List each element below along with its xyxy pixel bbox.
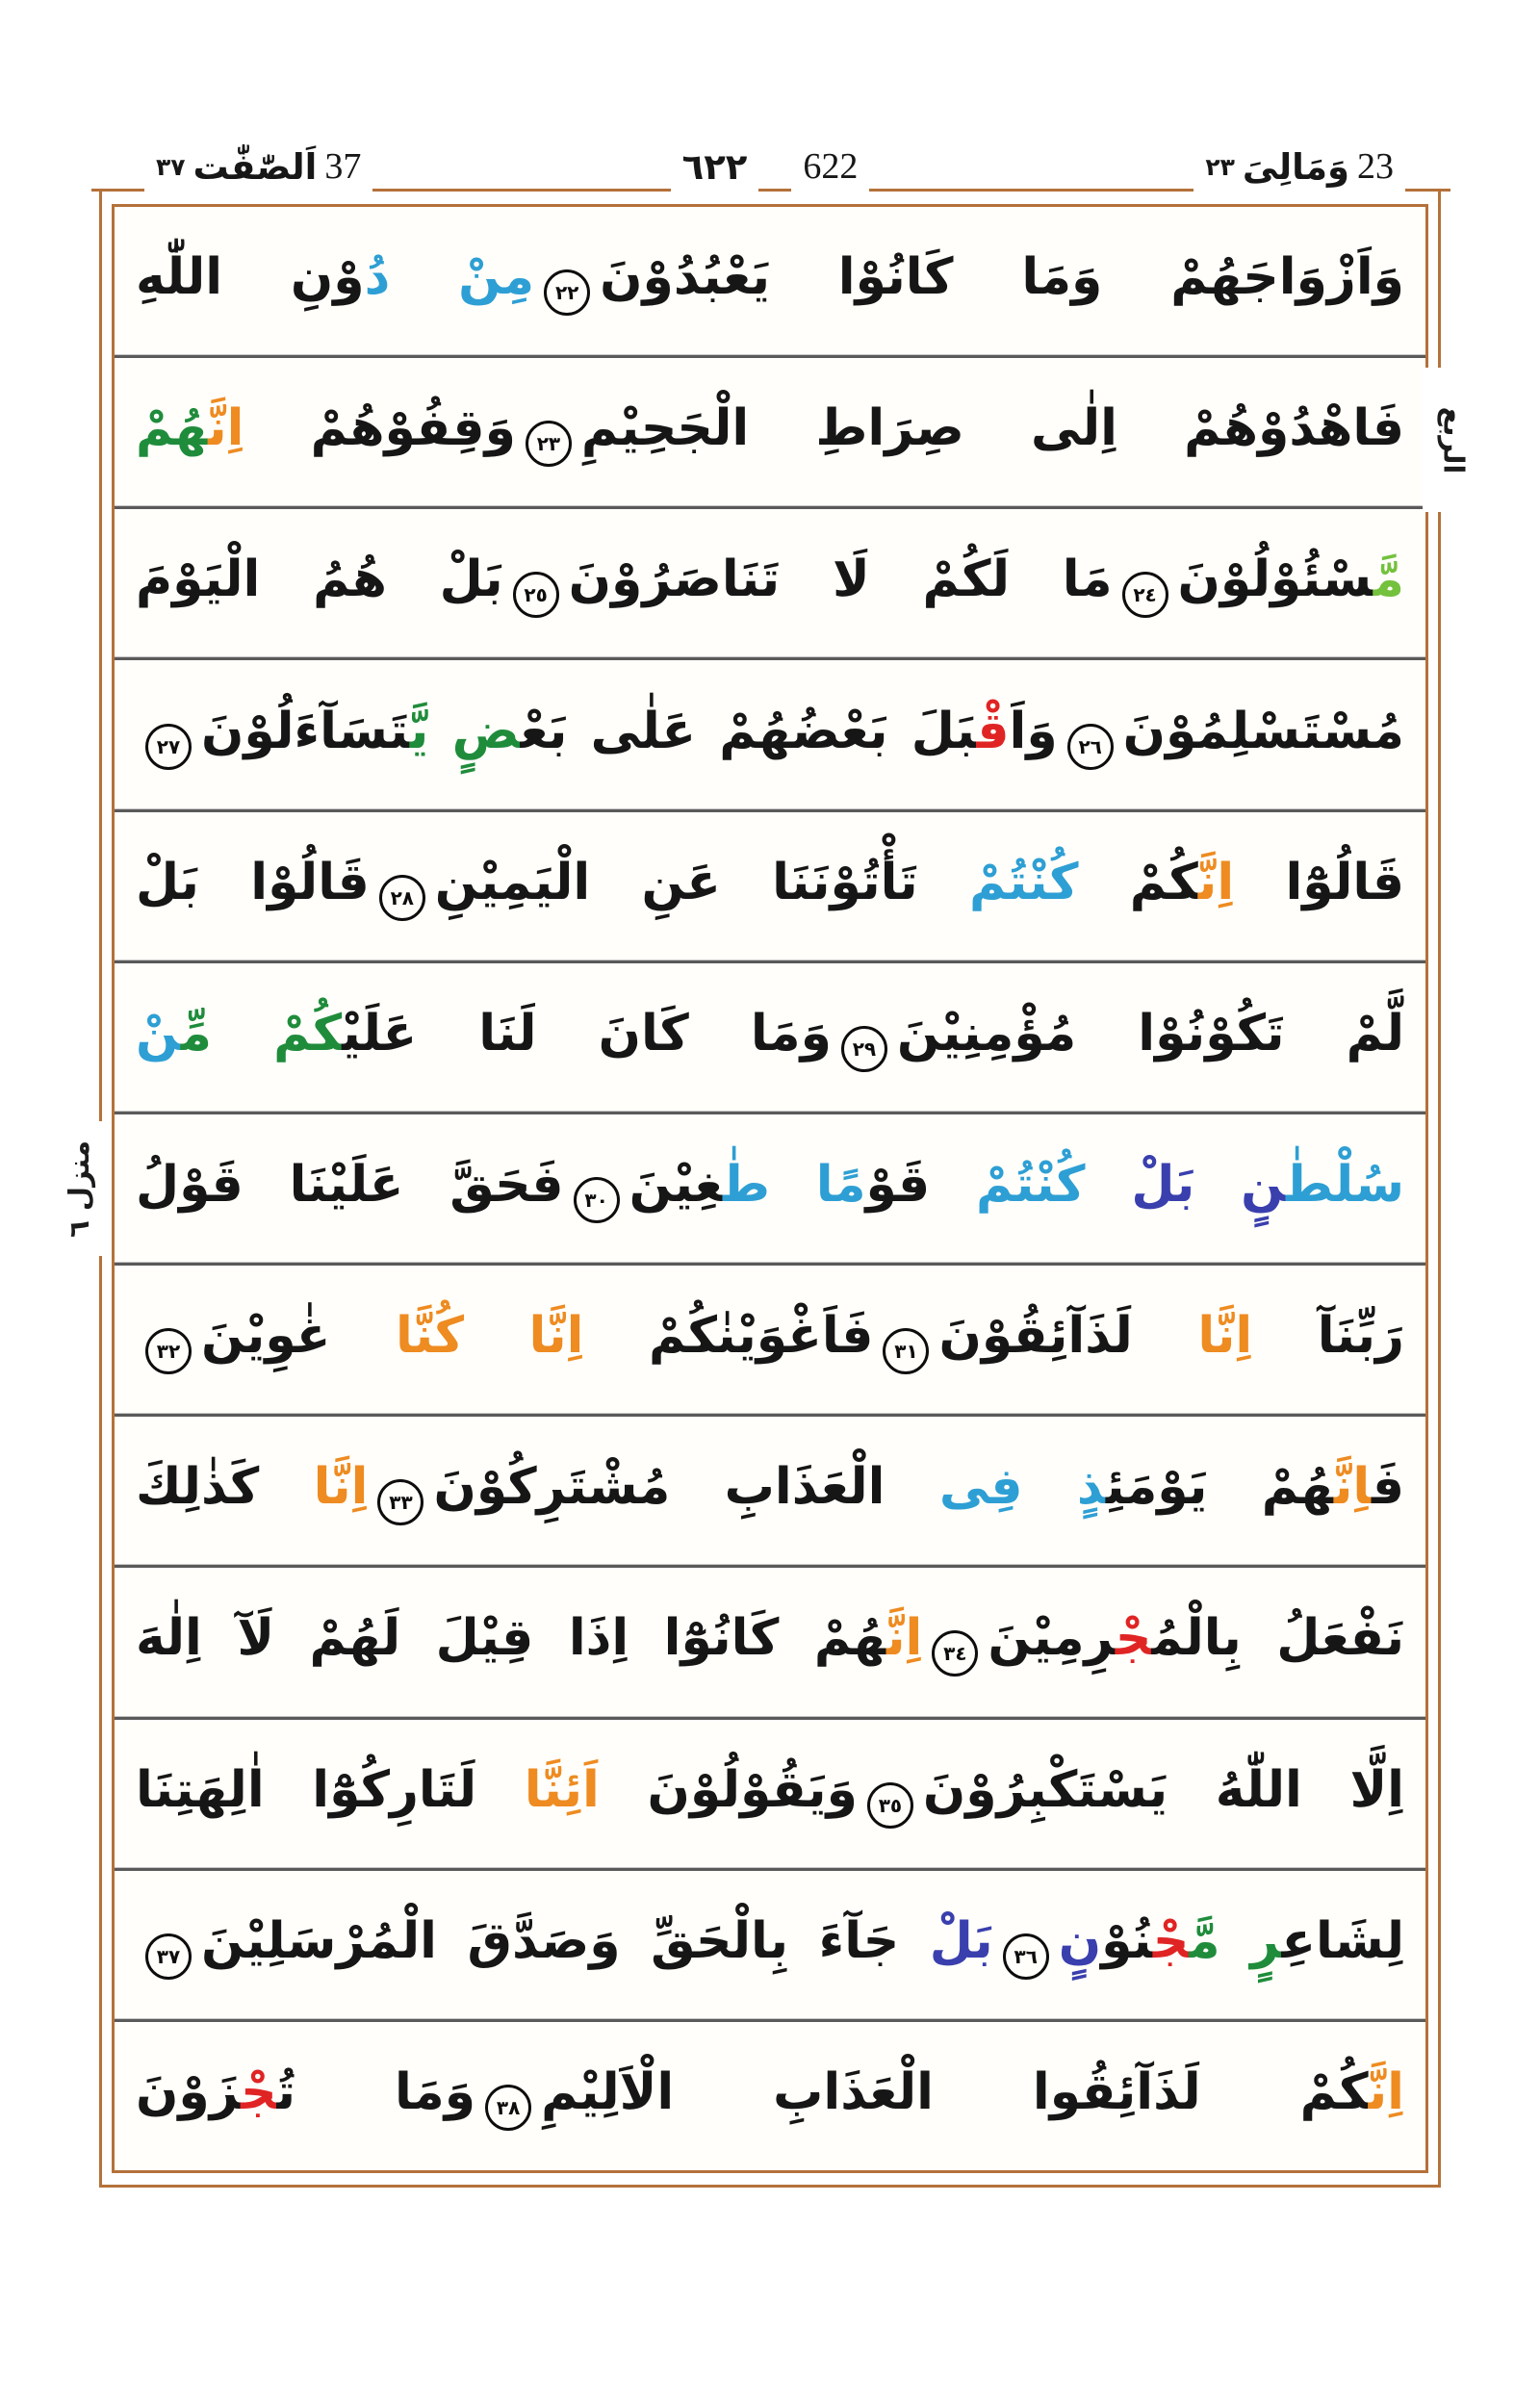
text-segment: مَا لَكُمْ لَا تَنَاصَرُوْنَ (568, 550, 1113, 609)
text-segment: ‍غِيْنَ (629, 1156, 723, 1215)
text-segment: ‍جْ‍ (241, 2062, 277, 2121)
rub-marker (1423, 368, 1484, 512)
quran-line (115, 1868, 1425, 2019)
quran-line (115, 355, 1425, 506)
juz-header (1194, 137, 1405, 196)
manzil-marker (50, 1121, 108, 1256)
text-segment: الْعَذَابِ مُشْتَرِكُوْنَ (433, 1458, 939, 1517)
juz-name: وَمَالِىَ (1242, 145, 1349, 188)
quran-line (115, 207, 1425, 355)
juz-number-arabic: ٢٣ (1205, 152, 1235, 181)
text-segment: وَاَزْوَاجَهُمْ وَمَا كَانُوْا يَعْبُدُوْنَ (600, 248, 1405, 307)
text-segment: ‍رِمِيْنَ (988, 1609, 1116, 1668)
text-segment: كُنْتُمْ (976, 1156, 1086, 1215)
text-segment: فَ‍ (1371, 1458, 1404, 1517)
text-segment: غٰوِيْنَ (201, 1307, 396, 1366)
ayah-text (115, 1305, 1425, 1374)
text-segment: ‍سْئُوْلُوْنَ (1177, 550, 1373, 609)
text-segment: اِنَّا كُنَّا (396, 1307, 584, 1366)
text-segment: ‍بَلَ بَعْضُهُمْ عَلٰى بَعْ‍ (520, 702, 977, 760)
page-number-latin-group (791, 137, 869, 196)
quran-line (115, 1263, 1425, 1414)
text-segment: تَأْتُوْنَنَا عَنِ الْيَمِيْنِ (434, 853, 969, 911)
ayah-number-marker: ٢٨ (379, 875, 425, 921)
juz-header-group (1194, 137, 1405, 196)
surah-number-arabic: ٣٧ (156, 152, 186, 181)
text-segment: ‍كُمْ لَذَآئِقُوا الْعَذَابِ الْاَلِيْمِ (541, 2062, 1369, 2121)
text-segment: ‍نُوْ (1101, 1911, 1153, 1970)
rub-marker-text: الربع (1437, 406, 1471, 474)
quran-line (115, 657, 1425, 808)
text-segment: مًا طٰ‍ (722, 1156, 866, 1215)
text-segment: اِنَّ‍ (208, 399, 244, 458)
ayah-number-marker: ٣١ (883, 1328, 929, 1374)
text-segment: وْنِ اللّٰهِ (136, 248, 365, 307)
text-segment: كَذٰلِكَ (136, 1458, 314, 1517)
text-segment: اِنَّ‍ (1197, 853, 1235, 911)
text-segment: ‍اِنَّ‍ (1333, 1458, 1372, 1517)
ayah-text (115, 1456, 1425, 1525)
page-border-inner (112, 204, 1428, 2173)
quran-line (115, 1565, 1425, 1716)
ayah-text (115, 1910, 1425, 1980)
text-segment: لِشَاعِ‍ (1281, 1911, 1404, 1970)
text-segment: اَئِنَّا (524, 1760, 600, 1819)
text-segment: بَلْ هُمُ الْيَوْمَ (136, 550, 503, 609)
ayah-text (115, 1154, 1425, 1223)
text-segment: مُسْتَسْلِمُوْنَ (1122, 702, 1404, 760)
text-segment: قَوْ (865, 1156, 977, 1215)
text-segment: ‍جْ‍ (1115, 1609, 1152, 1668)
page-number-latin: 622 (803, 146, 859, 187)
ayah-number-marker: ٣٧ (145, 1933, 192, 1980)
text-segment: لَذَآئِقُوْنَ (938, 1307, 1198, 1366)
text-segment: اِنَّا (1197, 1307, 1253, 1366)
quran-line (115, 506, 1425, 657)
text-segment: اِنَّ‍ (1368, 2062, 1404, 2121)
quran-line (115, 960, 1425, 1112)
ayah-text (115, 1003, 1425, 1072)
quran-line (115, 1717, 1425, 1868)
text-segment: ‍هُمْ يَوْمَئِ‍ (1105, 1458, 1334, 1517)
text-segment: جَآءَ بِالْحَقِّ وَصَدَّقَ الْمُرْسَلِيْنَ (201, 1911, 930, 1970)
text-segment: رَبِّنَآ (1252, 1307, 1404, 1366)
text-segment: مَّ‍ (1373, 550, 1404, 609)
text-segment: وَمَا تُ‍ (276, 2062, 476, 2121)
manzil-marker-text: منزل ٦ (62, 1139, 95, 1238)
text-segment: ‍جْ‍ (1152, 1911, 1190, 1970)
text-segment: فَاهْدُوْهُمْ اِلٰى صِرَاطِ الْجَحِيْمِ (580, 399, 1404, 458)
text-segment: كُنْتُمْ (968, 853, 1079, 911)
text-segment: سُلْطٰ‍ (1285, 1156, 1404, 1215)
text-segment: ‍زَوْنَ (136, 2062, 242, 2121)
ayah-number-marker: ٢٢ (544, 269, 590, 316)
text-segment: اِلَّا اللّٰهُ يَسْتَكْبِرُوْنَ (922, 1760, 1404, 1819)
text-segment: ‍ذٍ فِى (938, 1458, 1106, 1517)
text-segment: نٍ (1058, 1911, 1102, 1970)
text-segment: وَاَ (1009, 702, 1058, 760)
text-segment: فَحَقَّ عَلَيْنَا قَوْلُ (136, 1156, 564, 1215)
text-segment: قْ‍ (976, 702, 1010, 760)
quran-line (115, 2019, 1425, 2170)
ayah-number-marker: ٣٨ (485, 2085, 531, 2131)
ayah-text (115, 1759, 1425, 1829)
ayah-number-marker: ٣٥ (867, 1782, 913, 1829)
ayah-number-marker: ٢٩ (841, 1026, 887, 1072)
ayah-text (115, 549, 1425, 618)
text-segment: ‍نٍ بَلْ (1085, 1156, 1286, 1215)
text-segment: لَتَارِكُوْٓا اٰلِهَتِنَا (136, 1760, 525, 1819)
ayah-number-marker: ٢٤ (1122, 572, 1168, 618)
text-segment: فَاَغْوَيْنٰكُمْ (583, 1307, 874, 1366)
text-segment: ‍نْ (136, 1004, 181, 1062)
text-segment: اِنَّ‍ (886, 1609, 923, 1668)
text-segment: ‍كُمْ (1078, 853, 1198, 911)
ayah-number-marker: ٣٤ (932, 1630, 978, 1677)
text-segment: ‍كُمْ مِّ‍ (180, 1004, 343, 1062)
ayah-number-marker: ٣٢ (145, 1328, 192, 1374)
text-segment: وَمَا كَانَ لَنَا عَلَيْ‍ (342, 1004, 832, 1062)
text-segment: ‍ضٍ يَّ‍ (409, 702, 521, 760)
page-number-arabic-group (671, 137, 759, 196)
ayah-number-marker: ٣٠ (574, 1177, 620, 1223)
text-segment: بَلْ (929, 1911, 993, 1970)
quran-lines (115, 207, 1425, 2170)
text-segment: وَقِفُوْهُمْ (244, 399, 516, 458)
text-segment: ‍تَسَآءَلُوْنَ (201, 702, 410, 760)
ayah-text (115, 397, 1425, 467)
quran-line (115, 809, 1425, 960)
ayah-number-marker: ٢٥ (513, 572, 559, 618)
page-number-arabic: ٦٢٢ (681, 145, 748, 188)
ayah-number-marker: ٢٣ (526, 421, 572, 467)
ayah-number-marker: ٢٦ (1067, 724, 1114, 770)
ayah-text (115, 246, 1425, 316)
text-segment: نَفْعَلُ بِالْمُ‍ (1151, 1609, 1405, 1668)
quran-line (115, 1414, 1425, 1565)
ayah-text (115, 1607, 1425, 1677)
text-segment: قَالُوْا بَلْ (136, 853, 370, 911)
ayah-number-marker: ٣٦ (1003, 1933, 1049, 1980)
text-segment: ‍هُمْ كَانُوْٓا اِذَا قِيْلَ لَهُمْ لَآ اِلٰهَ (136, 1609, 886, 1668)
ayah-text (115, 852, 1425, 921)
text-segment: وَيَقُوْلُوْنَ (599, 1760, 858, 1819)
juz-number-latin: 23 (1357, 146, 1394, 187)
quran-line (115, 1112, 1425, 1263)
text-segment: لَّمْ تَكُوْنُوْا مُؤْمِنِيْنَ (896, 1004, 1404, 1062)
text-segment: ‍هُمْ (136, 399, 209, 458)
surah-name: اَلصّٰفّٰت (192, 145, 318, 188)
ayah-number-marker: ٢٧ (145, 724, 192, 770)
ayah-text (115, 701, 1425, 770)
surah-number-latin: 37 (324, 146, 362, 187)
text-segment: ‍رٍ مَّ‍ (1189, 1911, 1282, 1970)
text-segment: مِنْ دُ (364, 248, 535, 307)
text-segment: اِنَّا (313, 1458, 369, 1517)
ayah-number-marker: ٣٣ (377, 1479, 424, 1525)
ayah-text (115, 2061, 1425, 2131)
text-segment: قَالُوْٓا (1234, 853, 1404, 911)
